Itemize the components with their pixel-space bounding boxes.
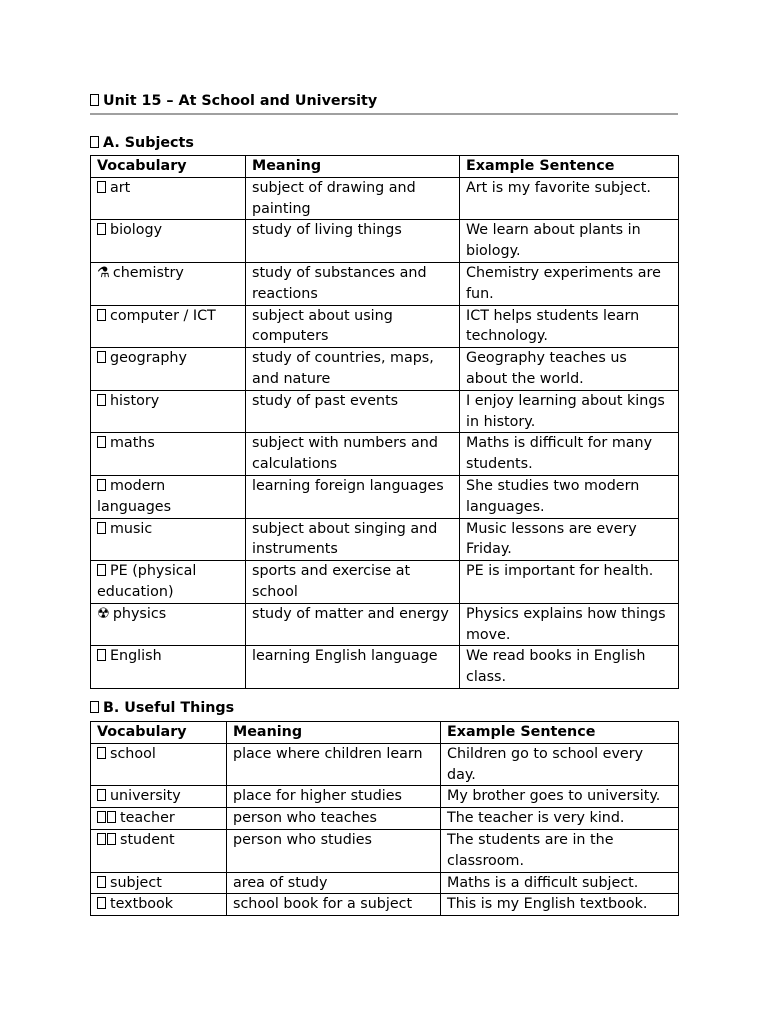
vocabulary-word: teacher [120,810,175,827]
table-row [91,603,679,646]
meaning-cell: study of matter and energy [246,603,460,646]
emoji-placeholder-icon [97,747,106,759]
vocabulary-word: university [110,788,181,805]
example-cell: This is my English textbook. [441,894,679,916]
vocabulary-cell [91,561,246,604]
vocabulary-cell [91,390,246,433]
emoji-placeholder-icon [97,223,106,235]
table-row [91,390,679,433]
vocabulary-cell [91,603,246,646]
emoji-placeholder-icon [97,897,106,909]
vocabulary-cell [91,177,246,220]
example-cell: The students are in the classroom. [441,829,679,872]
header-meaning: Meaning [227,722,441,744]
section-b-title-text: B. Useful Things [103,700,235,716]
table-row [91,262,679,305]
header-example: Example Sentence [460,156,679,178]
vocabulary-cell [91,475,246,518]
example-cell: Music lessons are every Friday. [460,518,679,561]
emoji-placeholder-icon [97,789,106,801]
subjects-table [90,155,679,689]
vocabulary-cell [91,646,246,689]
vocabulary-cell [91,894,227,916]
table-row [91,220,679,263]
book-icon [90,94,99,106]
table-row [91,808,679,830]
table-row [91,786,679,808]
meaning-cell: subject with numbers and calculations [246,433,460,476]
vocabulary-cell [91,518,246,561]
meaning-cell: sports and exercise at school [246,561,460,604]
header-vocabulary: Vocabulary [91,722,227,744]
alembic-icon: ⚗ [97,264,110,281]
meaning-cell: person who teaches [227,808,441,830]
example-cell: Chemistry experiments are fun. [460,262,679,305]
meaning-cell: subject about singing and instruments [246,518,460,561]
vocabulary-word: maths [110,435,155,452]
vocabulary-word: biology [110,222,163,239]
meaning-cell: study of substances and reactions [246,262,460,305]
table-row [91,177,679,220]
table-row [91,561,679,604]
vocabulary-word: PE (physical education) [97,563,197,600]
section-icon [90,701,99,713]
table-row [91,518,679,561]
vocabulary-cell [91,743,227,786]
vocabulary-cell [91,348,246,391]
example-cell: ICT helps students learn technology. [460,305,679,348]
example-cell: I enjoy learning about kings in history. [460,390,679,433]
section-b-title [90,698,234,718]
table-row [91,829,679,872]
subjects-table-body [91,177,679,688]
example-cell: Geography teaches us about the world. [460,348,679,391]
vocabulary-word: English [110,648,162,665]
emoji-placeholder-icon [97,181,106,193]
example-cell: Children go to school every day. [441,743,679,786]
table-row [91,305,679,348]
vocabulary-word: textbook [110,896,174,913]
table-row [91,646,679,689]
section-a-title-text: A. Subjects [103,135,194,151]
unit-title-text: Unit 15 – At School and University [103,93,378,109]
emoji-placeholder-icon [97,522,106,534]
emoji-placeholder-icon [97,811,106,823]
header-vocabulary: Vocabulary [91,156,246,178]
emoji-placeholder-icon [97,876,106,888]
emoji-placeholder-icon [97,649,106,661]
emoji-placeholder-icon [107,833,116,845]
vocabulary-cell [91,433,246,476]
example-cell: We learn about plants in biology. [460,220,679,263]
vocabulary-word: history [110,392,160,409]
emoji-placeholder-icon [107,811,116,823]
vocabulary-word: geography [110,350,187,367]
example-cell: Maths is a difficult subject. [441,872,679,894]
vocabulary-word: modern languages [97,477,172,515]
meaning-cell: learning English language [246,646,460,689]
vocabulary-cell [91,808,227,830]
meaning-cell: school book for a subject [227,894,441,916]
useful-things-table-body [91,743,679,915]
meaning-cell: learning foreign languages [246,475,460,518]
header-example: Example Sentence [441,722,679,744]
emoji-placeholder-icon [97,833,106,845]
emoji-placeholder-icon [97,394,106,406]
emoji-placeholder-icon [97,564,106,576]
meaning-cell: area of study [227,872,441,894]
title-divider [90,113,678,115]
table-header-row [91,722,679,744]
emoji-placeholder-icon [97,309,106,321]
vocabulary-word: computer / ICT [110,307,216,324]
table-row [91,894,679,916]
table-row [91,743,679,786]
example-cell: The teacher is very kind. [441,808,679,830]
meaning-cell: study of living things [246,220,460,263]
example-cell: PE is important for health. [460,561,679,604]
vocabulary-cell [91,829,227,872]
example-cell: My brother goes to university. [441,786,679,808]
meaning-cell: study of countries, maps, and nature [246,348,460,391]
example-cell: Physics explains how things move. [460,603,679,646]
vocabulary-word: school [110,745,156,762]
example-cell: We read books in English class. [460,646,679,689]
meaning-cell: person who studies [227,829,441,872]
meaning-cell: place where children learn [227,743,441,786]
table-row [91,348,679,391]
emoji-placeholder-icon [97,436,106,448]
vocabulary-word: chemistry [112,264,184,281]
table-row [91,872,679,894]
unit-title [90,91,678,111]
vocabulary-cell [91,786,227,808]
vocabulary-cell [91,872,227,894]
example-cell: Maths is difficult for many students. [460,433,679,476]
vocabulary-word: student [120,831,175,848]
vocabulary-word: music [110,520,153,537]
header-meaning: Meaning [246,156,460,178]
vocabulary-cell [91,220,246,263]
table-row [91,433,679,476]
example-cell: She studies two modern languages. [460,475,679,518]
section-a-title [90,133,194,153]
meaning-cell: place for higher studies [227,786,441,808]
emoji-placeholder-icon [97,479,106,491]
vocabulary-word: subject [110,874,162,891]
example-cell: Art is my favorite subject. [460,177,679,220]
emoji-placeholder-icon [97,351,106,363]
table-header-row [91,156,679,178]
meaning-cell: study of past events [246,390,460,433]
vocabulary-cell [91,305,246,348]
radioactive-icon: ☢ [97,605,110,622]
useful-things-table [90,721,679,916]
meaning-cell: subject about using computers [246,305,460,348]
vocabulary-word: art [110,179,131,196]
meaning-cell: subject of drawing and painting [246,177,460,220]
vocabulary-cell [91,262,246,305]
table-row [91,475,679,518]
section-icon [90,136,99,148]
vocabulary-word: physics [112,605,167,622]
